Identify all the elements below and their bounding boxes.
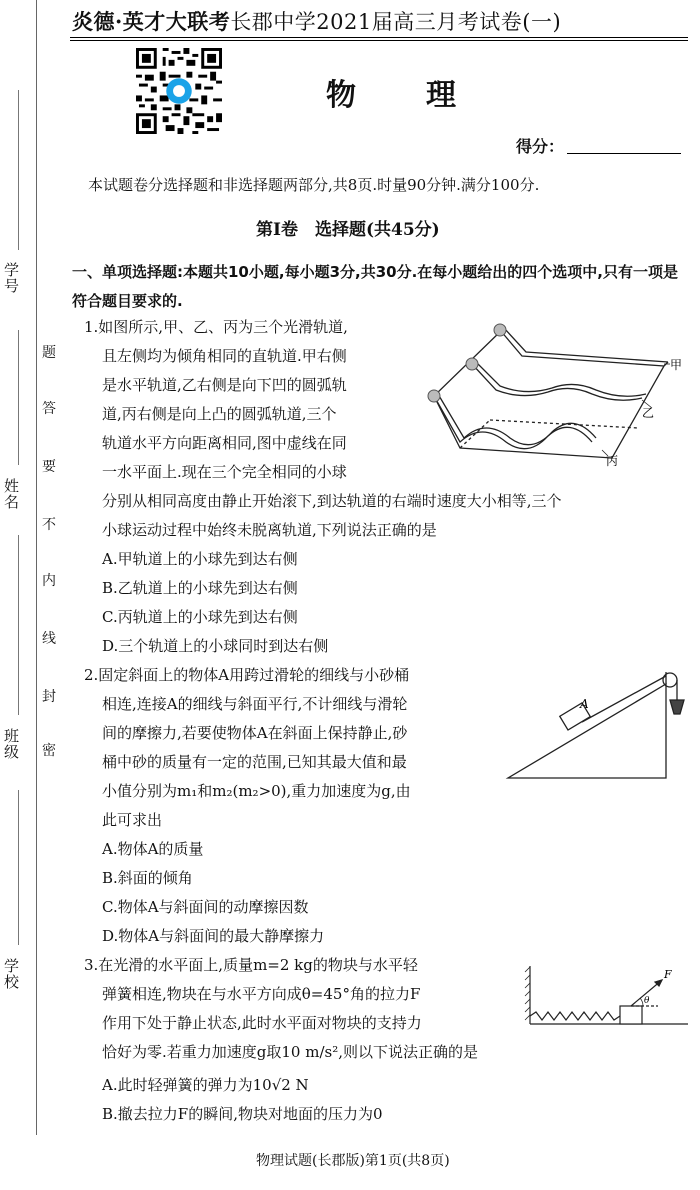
label-bing: 丙 — [606, 454, 619, 468]
q1-option-d[interactable]: D.三个轨道上的小球同时到达右侧 — [102, 637, 329, 655]
q3-option-b[interactable]: B.撤去拉力F的瞬间,物块对地面的压力为0 — [102, 1105, 383, 1123]
q3-text-line: 弹簧相连,物块在与水平方向成θ=45°角的拉力F — [102, 985, 421, 1003]
q2-text-line: 2.固定斜面上的物体A用跨过滑轮的细线与小砂桶 — [84, 666, 410, 684]
school-write-line[interactable] — [18, 790, 19, 945]
q2-text-line: 相连,连接A的细线与斜面平行,不计细线与滑轮 — [102, 695, 408, 713]
student-id-write-line[interactable] — [18, 90, 19, 250]
q2-text-line: 此可求出 — [102, 811, 163, 829]
seal-char: 答 — [42, 401, 56, 417]
exam-header — [72, 6, 561, 36]
label-angle-theta: θ — [644, 996, 650, 1006]
seal-char: 线 — [42, 631, 56, 647]
seal-char: 要 — [42, 459, 56, 475]
label-yi: 乙 — [642, 406, 655, 420]
class-write-line[interactable] — [18, 535, 19, 715]
q3-spring-figure — [522, 966, 692, 1030]
q1-text-line: 小球运动过程中始终未脱离轨道,下列说法正确的是 — [102, 521, 437, 539]
exam-title: 长郡中学2021届高三月考试卷(一) — [230, 10, 562, 34]
binding-line — [36, 0, 37, 1135]
q3-text-line: 恰好为零.若重力加速度g取10 m/s²,则以下说法正确的是 — [102, 1043, 478, 1061]
label-jia: 甲 — [670, 358, 683, 372]
name-write-line[interactable] — [18, 330, 19, 465]
seal-char: 密 — [42, 743, 56, 759]
seal-char: 题 — [42, 345, 56, 361]
q1-option-b[interactable]: B.乙轨道上的小球先到达右侧 — [102, 579, 298, 597]
q2-option-b[interactable]: B.斜面的倾角 — [102, 869, 193, 887]
q3-text-line: 作用下处于静止状态,此时水平面对物块的支持力 — [102, 1014, 422, 1032]
q3-option-a[interactable]: A.此时轻弹簧的弹力为10√2 N — [102, 1076, 309, 1094]
q2-text-line: 小值分别为m₁和m₂(m₂>0),重力加速度为g,由 — [102, 782, 411, 800]
q3-text-line: 3.在光滑的水平面上,质量m=2 kg的物块与水平轻 — [84, 956, 418, 974]
side-label-student-id: 学 号 — [4, 261, 35, 295]
q1-text-line: 是水平轨道,乙右侧是向下凹的圆弧轨 — [102, 376, 347, 394]
q1-text-line: 分别从相同高度由静止开始滚下,到达轨道的右端时速度大小相等,三个 — [102, 492, 562, 510]
side-label-name: 姓 名 — [4, 477, 35, 511]
label-block-a: A — [580, 697, 589, 711]
score-label: 得分： — [516, 137, 565, 156]
side-label-school: 学 校 — [4, 957, 35, 991]
seal-char: 不 — [42, 517, 56, 533]
score-field[interactable] — [567, 153, 681, 154]
q2-text-line: 桶中砂的质量有一定的范围,已知其最大值和最 — [102, 753, 407, 771]
q2-option-c[interactable]: C.物体A与斜面间的动摩擦因数 — [102, 898, 309, 916]
q2-incline-figure — [506, 668, 690, 780]
seal-char: 内 — [42, 573, 56, 589]
q2-option-a[interactable]: A.物体A的质量 — [102, 840, 204, 858]
part-title: 第Ⅰ卷 选择题(共45分) — [256, 220, 440, 240]
q1-track-figure — [412, 318, 692, 478]
header-rule-top — [70, 37, 688, 38]
qr-code-icon[interactable] — [136, 48, 222, 134]
exam-instructions: 本试题卷分选择题和非选择题两部分,共8页.时量90分钟.满分100分. — [88, 176, 540, 194]
seal-char: 封 — [42, 689, 56, 705]
q1-text-line: 且左侧均为倾角相同的直轨道.甲右侧 — [102, 347, 347, 365]
q1-text-line: 1.如图所示,甲、乙、丙为三个光滑轨道, — [84, 318, 348, 336]
q2-text-line: 间的摩擦力,若要使物体A在斜面上保持静止,砂 — [102, 724, 408, 742]
label-force-f: F — [664, 968, 672, 981]
q1-text-line: 轨道水平方向距离相同,图中虚线在同 — [102, 434, 347, 452]
q1-option-c[interactable]: C.丙轨道上的小球先到达右侧 — [102, 608, 298, 626]
brand-name: 炎德·英才大联考 — [72, 9, 231, 34]
header-rule-bottom — [70, 40, 688, 41]
page-footer: 物理试题(长郡版)第1页(共8页) — [256, 1153, 450, 1169]
section-heading: 一、单项选择题:本题共10小题,每小题3分,共30分.在每小题给出的四个选项中,只有一项是符合题目要求的. — [72, 263, 678, 310]
q1-text-line: 道,丙右侧是向上凸的圆弧轨道,三个 — [102, 405, 337, 423]
q1-option-a[interactable]: A.甲轨道上的小球先到达右侧 — [102, 550, 298, 568]
side-label-class: 班 级 — [4, 727, 35, 761]
q1-text-line: 一水平面上.现在三个完全相同的小球 — [102, 463, 347, 481]
q2-option-d[interactable]: D.物体A与斜面间的最大静摩擦力 — [102, 927, 325, 945]
subject-title: 物 理 — [326, 78, 476, 113]
